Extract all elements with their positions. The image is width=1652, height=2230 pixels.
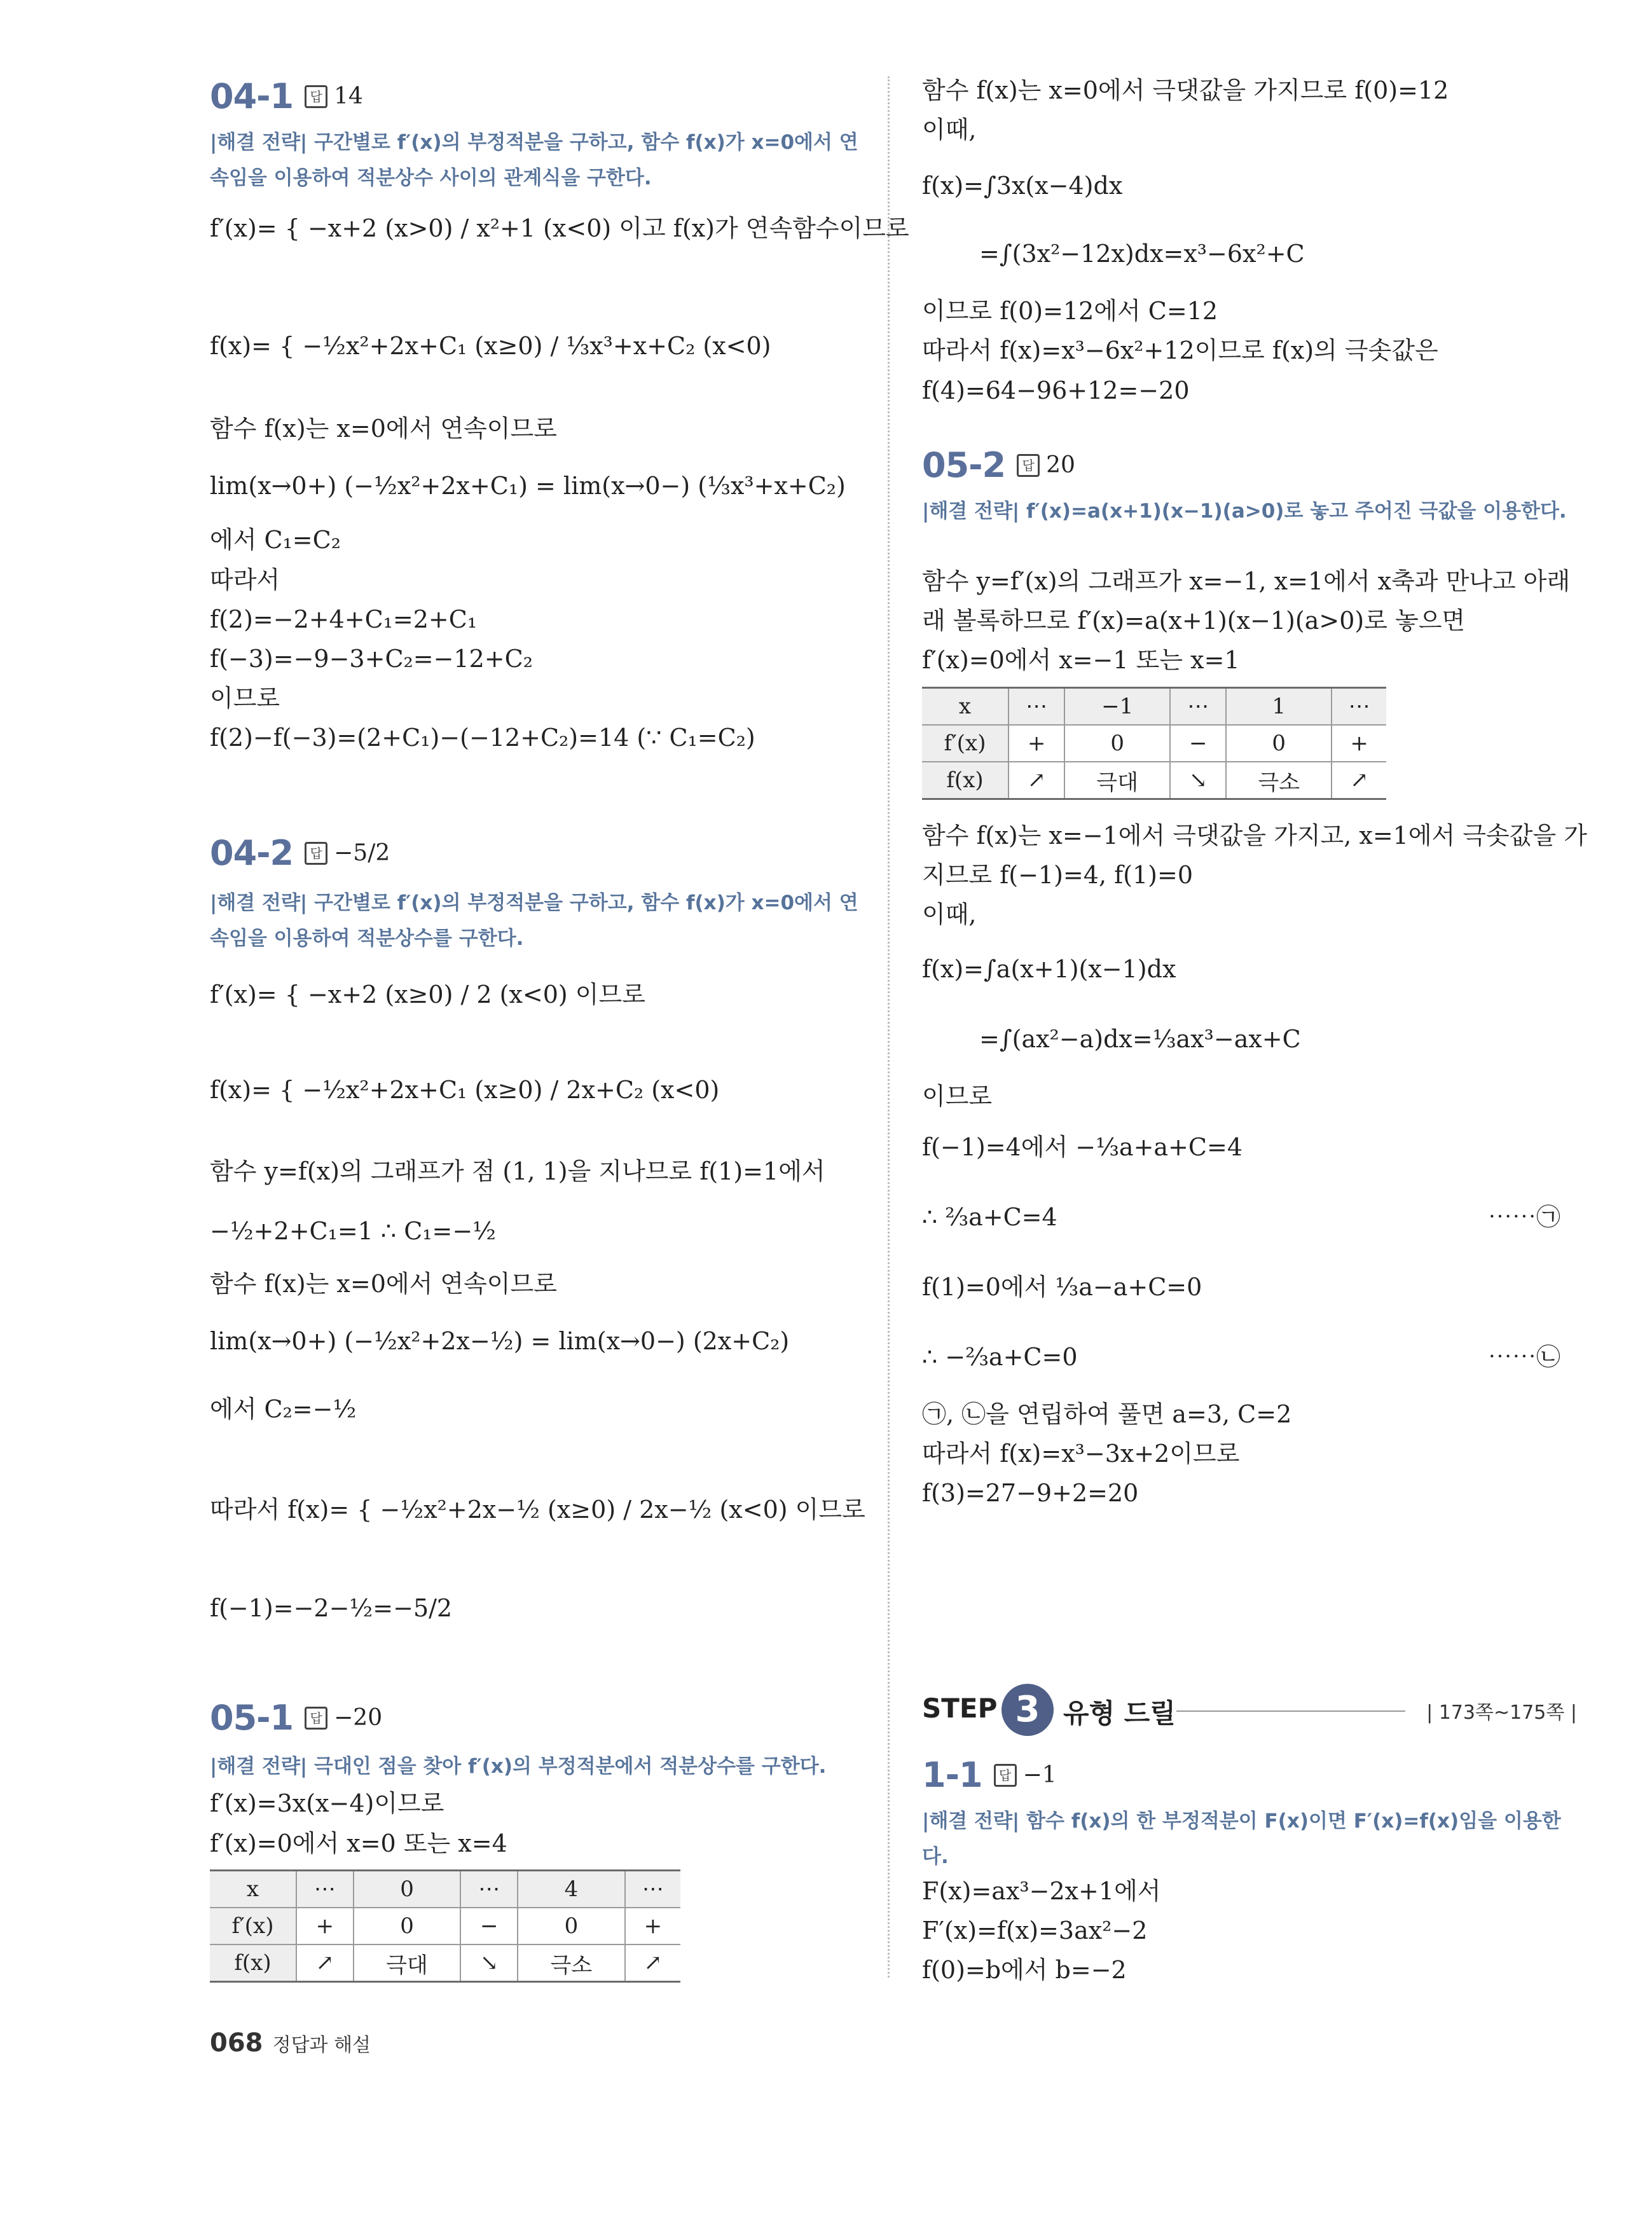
strategy-label: |해결 전략| <box>210 1755 308 1778</box>
strategy-label: |해결 전략| <box>922 1810 1020 1833</box>
table-cell: 0 <box>354 1908 461 1944</box>
strategy-label: |해결 전략| <box>210 131 308 154</box>
text-line: 함수 f(x)는 x=0에서 연속이므로 <box>210 415 557 443</box>
strategy-04-2 <box>210 885 871 956</box>
table-cell: − <box>1170 725 1226 762</box>
eq-line: f′(x)=0에서 x=0 또는 x=4 <box>210 1829 507 1857</box>
table-cell: + <box>1008 725 1064 762</box>
step-title: 유형 드릴 <box>1063 1698 1176 1729</box>
answer-icon: 답 <box>1017 454 1040 477</box>
eq-line: f′(x)=3x(x−4)이므로 <box>210 1789 444 1817</box>
table-cell: x <box>210 1871 296 1908</box>
problem-number: 04-2 <box>210 833 294 873</box>
table-cell: + <box>625 1908 680 1944</box>
eq-line: f′(x)= { −x+2 (x>0) / x²+1 (x<0) 이고 f(x)가 연속함수이므로 <box>210 214 909 242</box>
eq-line: f(1)=0에서 ⅓a−a+C=0 <box>922 1273 1202 1301</box>
step-pages: | 173쪽~175쪽 | <box>1426 1702 1577 1724</box>
eq-line: F(x)=ax³−2x+1에서 <box>922 1877 1161 1905</box>
eq-line: f(3)=27−9+2=20 <box>922 1479 1139 1507</box>
footer-label: 정답과 해설 <box>272 2034 371 2056</box>
text-line: 이때, <box>922 116 977 144</box>
step-label: STEP <box>922 1693 998 1724</box>
table-cell: ↘ <box>1170 762 1226 799</box>
problem-header-04-2 <box>210 833 390 878</box>
column-divider <box>888 76 890 1978</box>
eq-line: ∴ −⅔a+C=0 <box>922 1343 1078 1371</box>
text-line: 에서 C₁=C₂ <box>210 526 341 554</box>
page-footer <box>210 2028 371 2058</box>
problem-number: 05-2 <box>922 445 1006 485</box>
table-cell: −1 <box>1064 688 1170 726</box>
strategy-label: |해결 전략| <box>210 891 308 914</box>
answer-value: 20 <box>1046 452 1075 478</box>
table-cell: ⋯ <box>1008 688 1064 726</box>
answer-value: −20 <box>334 1705 383 1731</box>
eq-line: 에서 C₂=−½ <box>210 1395 357 1423</box>
strategy-05-1 <box>210 1749 871 1784</box>
answer-value: −5/2 <box>334 840 390 866</box>
eq-line: lim(x→0+) (−½x²+2x+C₁) = lim(x→0−) (⅓x³+x+C₂) <box>210 472 846 500</box>
step-rule <box>1176 1710 1405 1712</box>
table-cell: 0 <box>518 1908 625 1944</box>
step-header <box>922 1679 1577 1742</box>
eq-line: 이므로 f(0)=12에서 C=12 <box>922 297 1218 325</box>
strategy-label: |해결 전략| <box>922 500 1020 523</box>
table-cell: ↗ <box>1332 762 1386 799</box>
eq-line: −½+2+C₁=1 ∴ C₁=−½ <box>210 1217 497 1245</box>
table-cell: + <box>1332 725 1386 762</box>
table-cell: ↗ <box>625 1944 680 1982</box>
problem-header-1-1 <box>922 1755 1057 1800</box>
answer-icon: 답 <box>305 1707 327 1730</box>
text-line: 따라서 <box>210 566 280 594</box>
table-row <box>922 762 1386 799</box>
eq-line: 따라서 f(x)=x³−6x²+12이므로 f(x)의 극솟값은 <box>922 336 1438 364</box>
table-cell: 0 <box>1064 725 1170 762</box>
table-row <box>210 1908 680 1944</box>
eq-line: f(x)= { −½x²+2x+C₁ (x≥0) / 2x+C₂ (x<0) <box>210 1076 720 1104</box>
answer-icon: 답 <box>305 842 327 865</box>
sign-table-05-2 <box>922 687 1386 800</box>
eq-line: f(x)=∫3x(x−4)dx <box>922 172 1123 200</box>
answer-value: 14 <box>334 83 363 109</box>
text-line: 함수 f(x)는 x=0에서 극댓값을 가지므로 f(0)=12 <box>922 76 1449 104</box>
table-cell: ⋯ <box>296 1871 354 1908</box>
text-line: 이므로 <box>922 1082 993 1110</box>
table-row <box>210 1944 680 1982</box>
equation-mark-2: ⋯⋯㉡ <box>1488 1343 1561 1371</box>
text-line: 함수 f(x)는 x=−1에서 극댓값을 가지고, x=1에서 극솟값을 가 <box>922 822 1587 850</box>
eq-line: f(x)= { −½x²+2x+C₁ (x≥0) / ⅓x³+x+C₂ (x<0) <box>210 332 771 360</box>
table-cell: ⋯ <box>1170 688 1226 726</box>
text-line: ㉠, ㉡을 연립하여 풀면 a=3, C=2 <box>922 1400 1292 1428</box>
table-cell: 4 <box>518 1871 625 1908</box>
table-cell: 1 <box>1226 688 1332 726</box>
problem-header-04-1 <box>210 76 363 121</box>
strategy-text: f′(x)=a(x+1)(x−1)(a>0)로 놓고 주어진 극값을 이용한다. <box>1026 500 1567 523</box>
table-cell: − <box>460 1908 518 1944</box>
problem-number: 05-1 <box>210 1698 294 1738</box>
table-cell: f(x) <box>922 762 1008 799</box>
table-cell: ⋯ <box>1332 688 1386 726</box>
eq-line: f′(x)=0에서 x=−1 또는 x=1 <box>922 646 1240 674</box>
sign-table-05-1 <box>210 1869 680 1983</box>
eq-line: f(4)=64−96+12=−20 <box>922 376 1190 404</box>
strategy-text: 구간별로 f′(x)의 부정적분을 구하고, 함수 f(x)가 x=0에서 연속임을 이용하여 적분상수를 구한다. <box>210 891 858 950</box>
eq-line: f(2)−f(−3)=(2+C₁)−(−12+C₂)=14 (∵ C₁=C₂) <box>210 724 755 752</box>
text-line: 래 볼록하므로 f′(x)=a(x+1)(x−1)(a>0)로 놓으면 <box>922 607 1466 635</box>
table-cell: ⋯ <box>625 1871 680 1908</box>
strategy-05-2 <box>922 493 1583 529</box>
table-cell: ⋯ <box>460 1871 518 1908</box>
eq-line: F′(x)=f(x)=3ax²−2 <box>922 1917 1148 1944</box>
strategy-1-1 <box>922 1803 1583 1875</box>
eq-line: f(−3)=−9−3+C₂=−12+C₂ <box>210 645 533 673</box>
table-cell: 극소 <box>1226 762 1332 799</box>
table-cell: f(x) <box>210 1944 296 1982</box>
strategy-text: 극대인 점을 찾아 f′(x)의 부정적분에서 적분상수를 구한다. <box>314 1755 827 1778</box>
table-cell: x <box>922 688 1008 726</box>
text-line: 따라서 f(x)=x³−3x+2이므로 <box>922 1440 1240 1468</box>
eq-line: f(2)=−2+4+C₁=2+C₁ <box>210 605 478 633</box>
eq-line: =∫(3x²−12x)dx=x³−6x²+C <box>979 240 1305 268</box>
answer-icon: 답 <box>994 1764 1017 1787</box>
table-header-row <box>210 1871 680 1908</box>
eq-line: f(−1)=−2−½=−5/2 <box>210 1594 453 1622</box>
eq-line: f(x)=∫a(x+1)(x−1)dx <box>922 955 1176 983</box>
text-line: 함수 y=f(x)의 그래프가 점 (1, 1)을 지나므로 f(1)=1에서 <box>210 1157 825 1185</box>
text-line: 지므로 f(−1)=4, f(1)=0 <box>922 861 1194 889</box>
strategy-04-1 <box>210 125 871 196</box>
text-line: 이므로 <box>210 684 280 712</box>
text-line: 함수 y=f′(x)의 그래프가 x=−1, x=1에서 x축과 만나고 아래 <box>922 567 1571 595</box>
eq-line: lim(x→0+) (−½x²+2x−½) = lim(x→0−) (2x+C₂) <box>210 1327 790 1355</box>
equation-mark-1: ⋯⋯㉠ <box>1488 1203 1561 1231</box>
table-cell: f′(x) <box>210 1908 296 1944</box>
table-cell: 극대 <box>1064 762 1170 799</box>
page-number: 068 <box>210 2028 263 2058</box>
table-cell: 0 <box>354 1871 461 1908</box>
answer-icon: 답 <box>305 85 327 108</box>
eq-line: =∫(ax²−a)dx=⅓ax³−ax+C <box>979 1025 1301 1053</box>
text-line: 함수 f(x)는 x=0에서 연속이므로 <box>210 1270 557 1298</box>
answer-value: −1 <box>1022 1762 1057 1788</box>
table-row <box>922 725 1386 762</box>
strategy-text: 구간별로 f′(x)의 부정적분을 구하고, 함수 f(x)가 x=0에서 연속임을 이용하여 적분상수 사이의 관계식을 구한다. <box>210 131 858 189</box>
table-cell: + <box>296 1908 354 1944</box>
eq-line: f(0)=b에서 b=−2 <box>922 1956 1127 1984</box>
eq-line: ∴ ⅔a+C=4 <box>922 1203 1057 1231</box>
eq-line: f(−1)=4에서 −⅓a+a+C=4 <box>922 1133 1242 1161</box>
step-number-badge: 3 <box>1002 1684 1054 1736</box>
table-cell: 극소 <box>518 1944 625 1982</box>
problem-number: 04-1 <box>210 76 294 116</box>
table-cell: ↘ <box>460 1944 518 1982</box>
table-header-row <box>922 688 1386 726</box>
problem-number: 1-1 <box>922 1755 982 1795</box>
table-cell: f′(x) <box>922 725 1008 762</box>
problem-header-05-1 <box>210 1698 382 1742</box>
table-cell: ↗ <box>296 1944 354 1982</box>
table-cell: 0 <box>1226 725 1332 762</box>
eq-line: 따라서 f(x)= { −½x²+2x−½ (x≥0) / 2x−½ (x<0) 이므로 <box>210 1496 865 1524</box>
table-cell: ↗ <box>1008 762 1064 799</box>
strategy-text: 함수 f(x)의 한 부정적분이 F(x)이면 F′(x)=f(x)임을 이용한다. <box>922 1810 1561 1868</box>
eq-line: f′(x)= { −x+2 (x≥0) / 2 (x<0) 이므로 <box>210 981 645 1008</box>
text-line: 이때, <box>922 900 977 928</box>
problem-header-05-2 <box>922 445 1075 490</box>
table-cell: 극대 <box>354 1944 461 1982</box>
